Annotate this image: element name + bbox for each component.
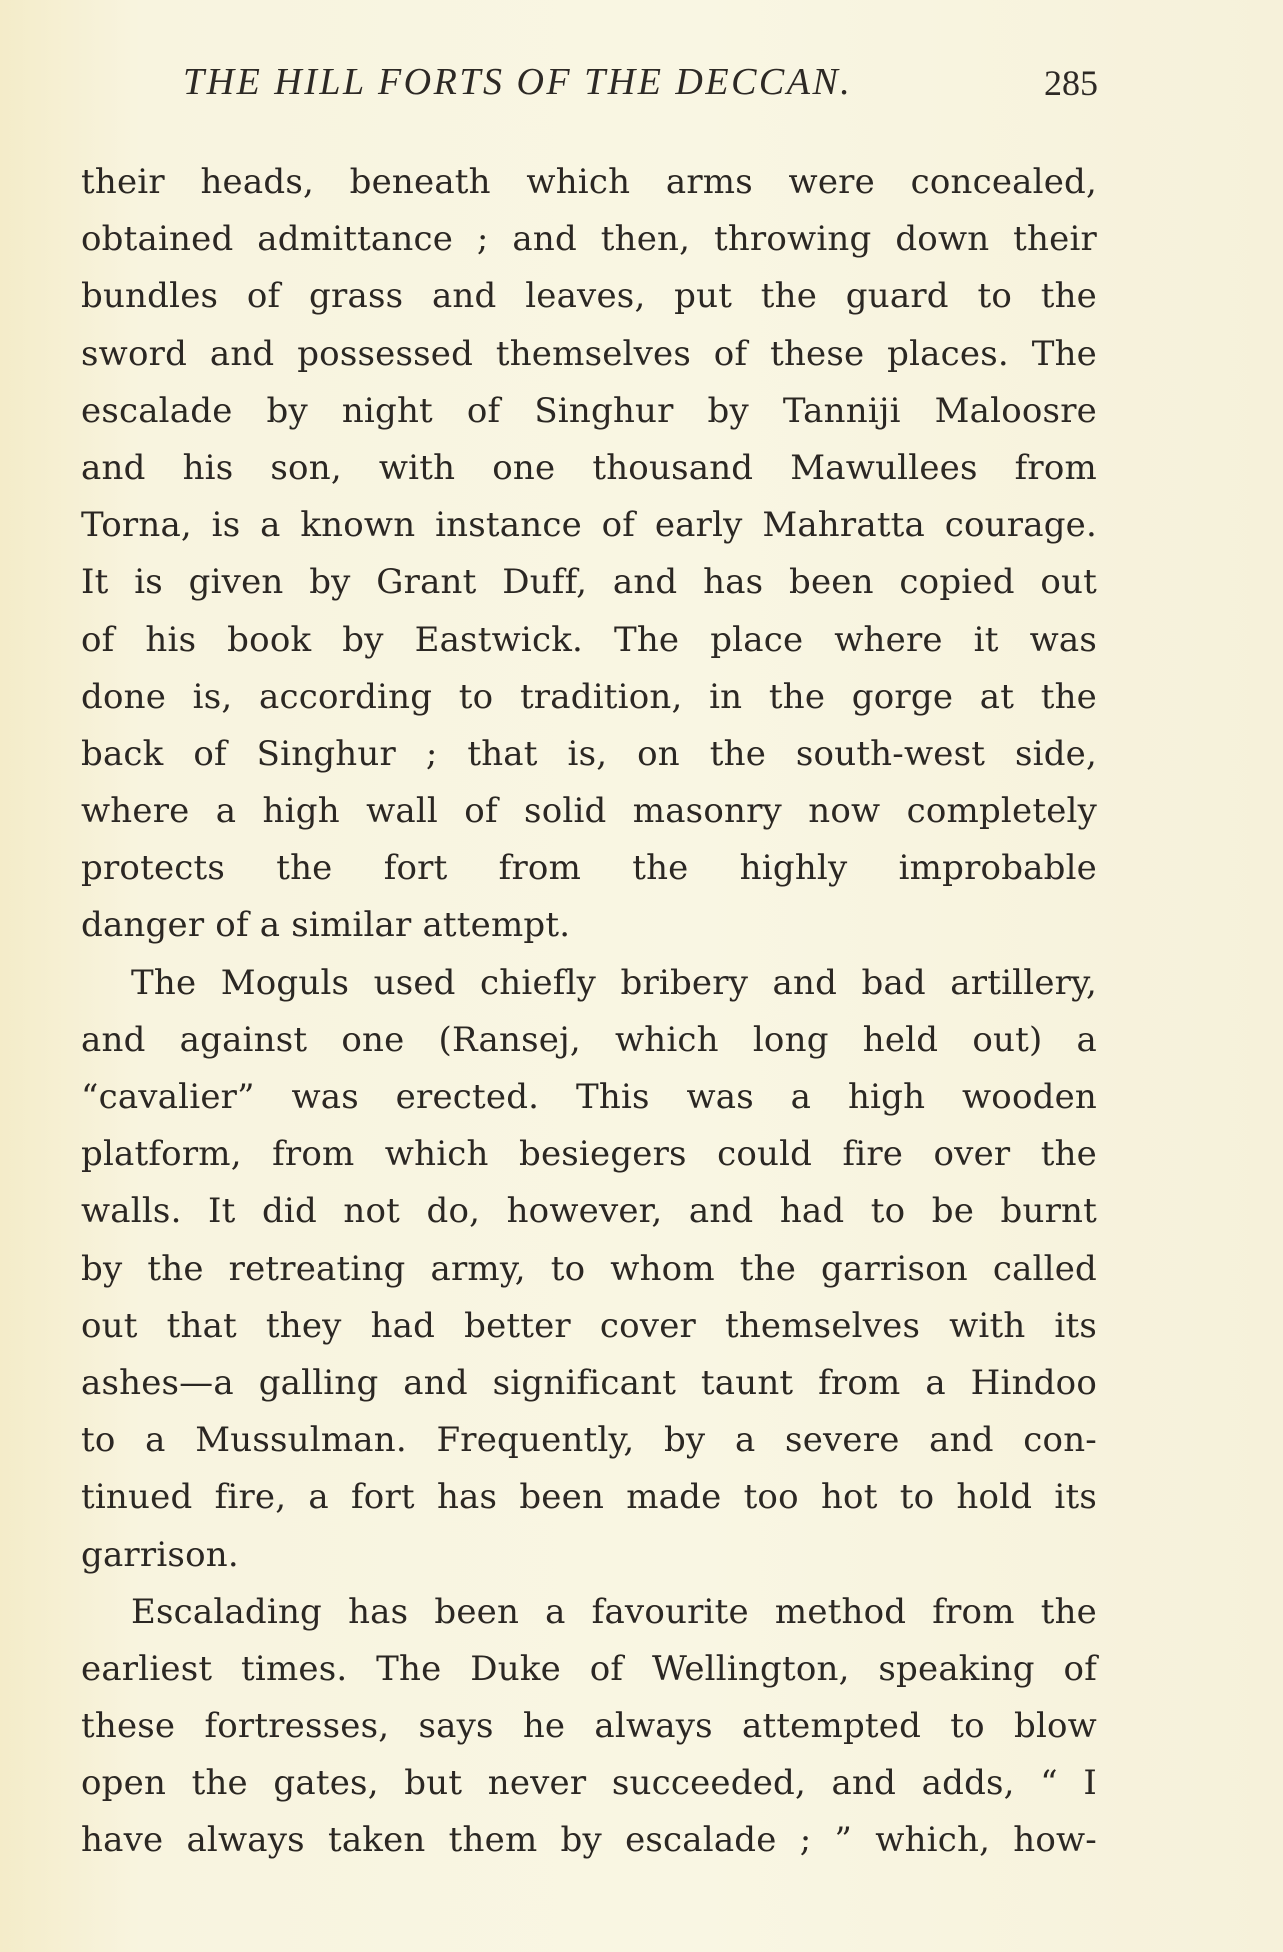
body-text [81,154,1097,1870]
paragraph-end-line: garrison. [81,1534,239,1575]
text-line: sword and possessed themselves of these places. The [81,333,1097,374]
text-line: walls. It did not do, however, and had to be burnt [81,1191,1097,1232]
text-line: ashes—a galling and significant taunt from a Hindoo [81,1362,1097,1403]
text-line: obtained admittance ; and then, throwing down their [81,219,1097,260]
text-line: escalade by night of Singhur by Tanniji Maloosre [81,390,1097,431]
text-line: “cavalier” was erected. This was a high wooden [81,1077,1097,1117]
text-line: by the retreating army, to whom the garrison called [81,1248,1097,1289]
text-line: and against one (Ransej, which long held out) a [81,1019,1097,1060]
running-title: THE HILL FORTS OF THE DECCAN. [183,61,853,103]
page-number: 285 [1044,63,1098,103]
text-line: platform, from which besiegers could fire over the [81,1134,1097,1175]
text-line: bundles of grass and leaves, put the guard to the [81,276,1097,317]
text-line: have always taken them by escalade ; ” which, how- [81,1820,1097,1861]
text-line: these fortresses, says he always attempted to blow [81,1706,1097,1747]
text-line: tinued fire, a fort has been made too hot to hold its [81,1477,1097,1518]
paragraph-end-line: danger of a similar attempt. [81,905,571,946]
text-line: earliest times. The Duke of Wellington, speaking of [81,1648,1097,1689]
text-line: where a high wall of solid masonry now completely [81,791,1097,832]
text-line: to a Mussulman. Frequently, by a severe and con- [81,1420,1097,1461]
page-header [183,60,1098,110]
text-line: Torna, is a known instance of early Mahratta courage. [81,505,1097,546]
text-line: of his book by Eastwick. The place where it was [81,619,1097,660]
text-line: protects the fort from the highly improbable [81,848,1097,889]
text-line: done is, according to tradition, in the gorge at the [81,676,1097,717]
text-line: back of Singhur ; that is, on the south-west side, [81,733,1097,774]
text-line: open the gates, but never succeeded, and adds, “ I [81,1763,1097,1804]
text-line: It is given by Grant Duff, and has been copied out [81,562,1097,603]
paragraph-start-line: Escalading has been a favourite method from the [131,1591,1097,1632]
text-line: out that they had better cover themselves with its [81,1305,1097,1346]
paragraph-start-line: The Moguls used chiefly bribery and bad artillery, [131,962,1097,1003]
text-line: and his son, with one thousand Mawullees from [81,447,1097,488]
text-line: their heads, beneath which arms were concealed, [81,162,1097,202]
